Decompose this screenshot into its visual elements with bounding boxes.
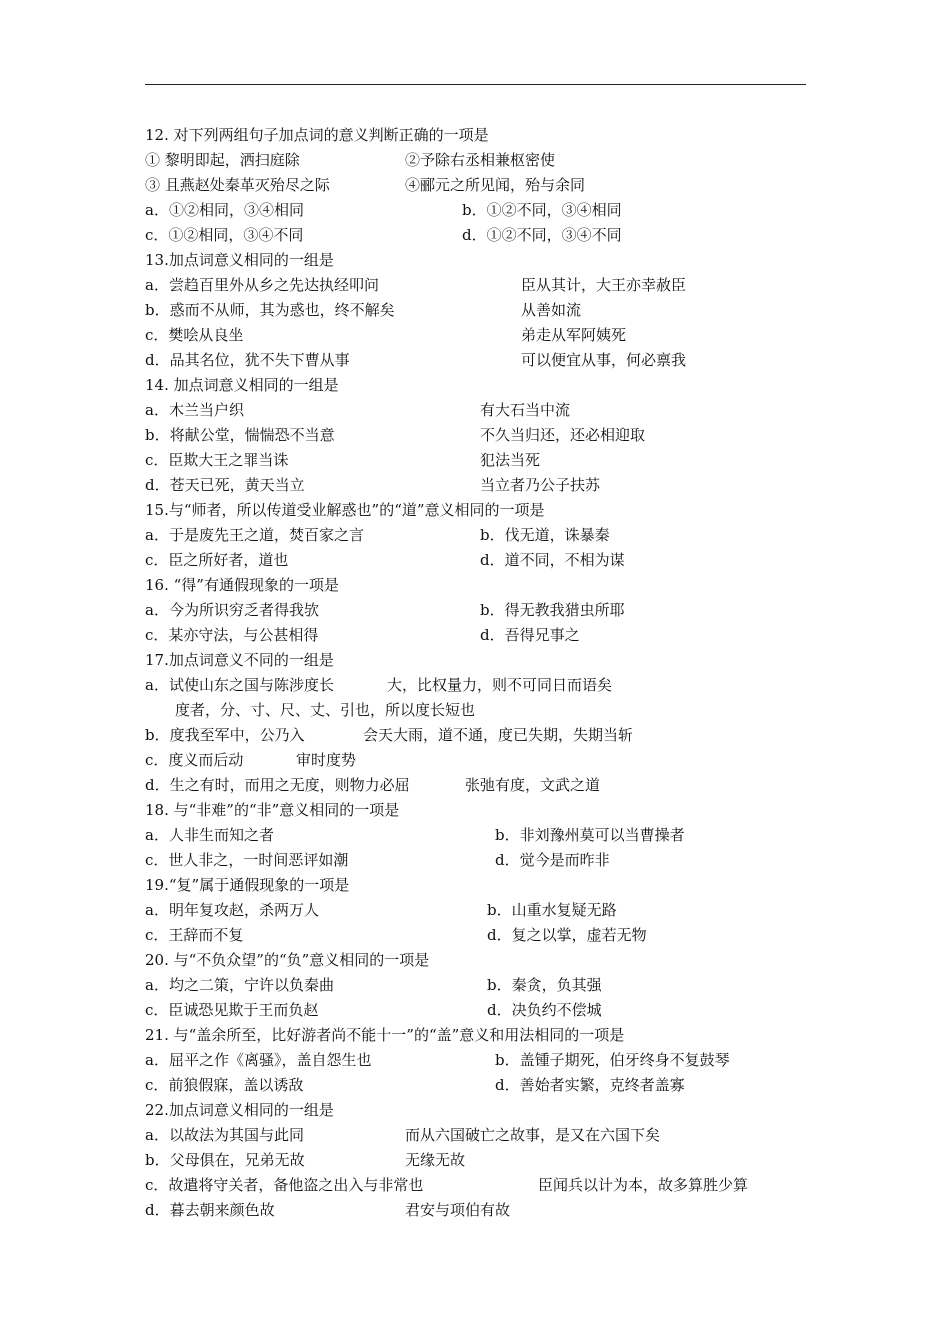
line-segment: d．苍天已死，黄天当立 [145,476,305,494]
text-line [145,1048,825,1073]
text-line [145,848,825,873]
line-segment: 22.加点词意义相同的一组是 [145,1101,334,1119]
line-segment: ① 黎明即起，洒扫庭除 [145,151,300,169]
text-line [145,248,825,273]
line-segment: c．前狼假寐，盖以诱敌 [145,1076,304,1094]
line-segment: a．于是废先王之道，焚百家之言 [145,526,364,544]
line-segment: a．均之二策，宁许以负秦曲 [145,976,334,994]
line-segment: ②予除右丞相兼枢密使 [405,151,556,169]
line-segment: 弟走从军阿姨死 [521,326,627,344]
text-line [145,648,825,673]
text-line [145,598,825,623]
text-line [145,223,825,248]
line-segment: a．尝趋百里外从乡之先达执经叩问 [145,276,379,294]
text-line [145,1123,825,1148]
text-line [145,1098,825,1123]
text-line [145,998,825,1023]
line-segment: 审时度势 [296,751,357,769]
text-line [145,698,825,723]
line-segment: 大，比权量力，则不可同日而语矣 [387,676,613,694]
line-segment: a．试使山东之国与陈涉度长 [145,676,334,694]
text-line [145,348,825,373]
text-line [145,448,825,473]
line-segment: b．①②不同，③④相同 [462,201,622,219]
text-line [145,948,825,973]
line-segment: d．道不同，不相为谋 [480,551,625,569]
text-line [145,798,825,823]
line-segment: 15.与“师者，所以传道受业解惑也”的“道”意义相同的一项是 [145,501,545,519]
line-segment: d．暮去朝来颜色故 [145,1201,275,1219]
text-line [145,898,825,923]
line-segment: 14. 加点词意义相同的一组是 [145,376,339,394]
line-segment: 会天大雨，道不通，度已失期，失期当斩 [363,726,634,744]
text-line [145,473,825,498]
line-segment: b．惑而不从师，其为惑也，终不解矣 [145,301,395,319]
line-segment: b．父母俱在，兄弟无故 [145,1151,305,1169]
line-segment: 12. 对下列两组句子加点词的意义判断正确的一项是 [145,126,489,144]
line-segment: a．人非生而知之者 [145,826,274,844]
line-segment: b．山重水复疑无路 [487,901,617,919]
line-segment: d．品其名位，犹不失下曹从事 [145,351,350,369]
text-line [145,573,825,598]
question-list [145,123,825,1223]
text-line [145,748,825,773]
line-segment: c．度义而后动 [145,751,244,769]
line-segment: b．秦贪，负其强 [487,976,602,994]
text-line [145,173,825,198]
line-segment: b．度我至军中，公乃入 [145,726,305,744]
line-segment: c．臣欺大王之罪当诛 [145,451,289,469]
line-segment: a．今为所识穷乏者得我欤 [145,601,319,619]
line-segment: b．伐无道，诛暴秦 [480,526,610,544]
line-segment: 不久当归还，还必相迎取 [480,426,646,444]
line-segment: 13.加点词意义相同的一组是 [145,251,334,269]
line-segment: c．世人非之，一时间恶评如潮 [145,851,349,869]
line-segment: a．屈平之作《离骚》，盖自怨生也 [145,1051,372,1069]
line-segment: b．得无教我猎虫所耶 [480,601,625,619]
line-segment: 19.“复”属于通假现象的一项是 [145,876,350,894]
text-line [145,1023,825,1048]
text-line [145,498,825,523]
line-segment: 当立者乃公子扶苏 [480,476,601,494]
line-segment: d．吾得兄事之 [480,626,580,644]
text-line [145,1173,825,1198]
line-segment: d．决负约不偿城 [487,1001,602,1019]
line-segment: d．复之以掌，虚若无物 [487,926,647,944]
line-segment: 无缘无故 [405,1151,466,1169]
line-segment: a．明年复攻赵，杀两万人 [145,901,319,919]
line-segment: 21. 与“盖余所至，比好游者尚不能十一”的“盖”意义和用法相同的一项是 [145,1026,625,1044]
line-segment: d．①②不同，③④不同 [462,226,622,244]
text-line [145,323,825,348]
line-segment: c．臣诚恐见欺于王而负赵 [145,1001,319,1019]
text-line [145,398,825,423]
line-segment: 而从六国破亡之故事，是又在六国下矣 [405,1126,661,1144]
text-line [145,123,825,148]
line-segment: d．善始者实繁，克终者盖寡 [495,1076,685,1094]
line-segment: 20. 与“不负众望”的“负”意义相同的一项是 [145,951,430,969]
text-line [145,923,825,948]
line-segment: c．臣之所好者，道也 [145,551,289,569]
text-line [145,973,825,998]
line-segment: c．樊哙从良坐 [145,326,244,344]
text-line [145,523,825,548]
line-segment: 有大石当中流 [480,401,571,419]
text-line [145,198,825,223]
text-line [145,1198,825,1223]
text-line [145,1148,825,1173]
text-line [145,1073,825,1098]
text-line [145,773,825,798]
text-line [145,623,825,648]
header-rule [145,84,806,85]
line-segment: c．①②相同，③④不同 [145,226,304,244]
line-segment: a．以故法为其国与此同 [145,1126,304,1144]
text-line [145,823,825,848]
text-line [145,673,825,698]
line-segment: 臣从其计，大王亦幸赦臣 [521,276,687,294]
line-segment: 度者，分、寸、尺、丈、引也，所以度长短也 [175,701,476,719]
line-segment: 可以便宜从事，何必禀我 [521,351,687,369]
line-segment: a．①②相同，③④相同 [145,201,304,219]
line-segment: 张弛有度，文武之道 [465,776,601,794]
line-segment: b．将献公堂，惴惴恐不当意 [145,426,335,444]
line-segment: ④郦元之所见闻，殆与余同 [405,176,586,194]
line-segment: 16. “得”有通假现象的一项是 [145,576,339,594]
line-segment: a．木兰当户织 [145,401,244,419]
text-line [145,423,825,448]
text-line [145,148,825,173]
line-segment: b．盖锺子期死，伯牙终身不复鼓琴 [495,1051,730,1069]
line-segment: c．故遣将守关者，备他盗之出入与非常也 [145,1176,424,1194]
text-line [145,373,825,398]
line-segment: d．觉今是而昨非 [495,851,610,869]
line-segment: 君安与项伯有故 [405,1201,511,1219]
line-segment: 犯法当死 [480,451,541,469]
line-segment: c．某亦守法，与公甚相得 [145,626,319,644]
text-line [145,873,825,898]
line-segment: b．非刘豫州莫可以当曹操者 [495,826,685,844]
text-line [145,548,825,573]
text-line [145,298,825,323]
text-line [145,723,825,748]
line-segment: 从善如流 [521,301,582,319]
line-segment: 18. 与“非难”的“非”意义相同的一项是 [145,801,400,819]
line-segment: c．王辞而不复 [145,926,244,944]
line-segment: ③ 且燕赵处秦革灭殆尽之际 [145,176,330,194]
line-segment: 17.加点词意义不同的一组是 [145,651,334,669]
line-segment: 臣闻兵以计为本，故多算胜少算 [538,1176,749,1194]
text-line [145,273,825,298]
line-segment: d．生之有时，而用之无度，则物力必屈 [145,776,410,794]
